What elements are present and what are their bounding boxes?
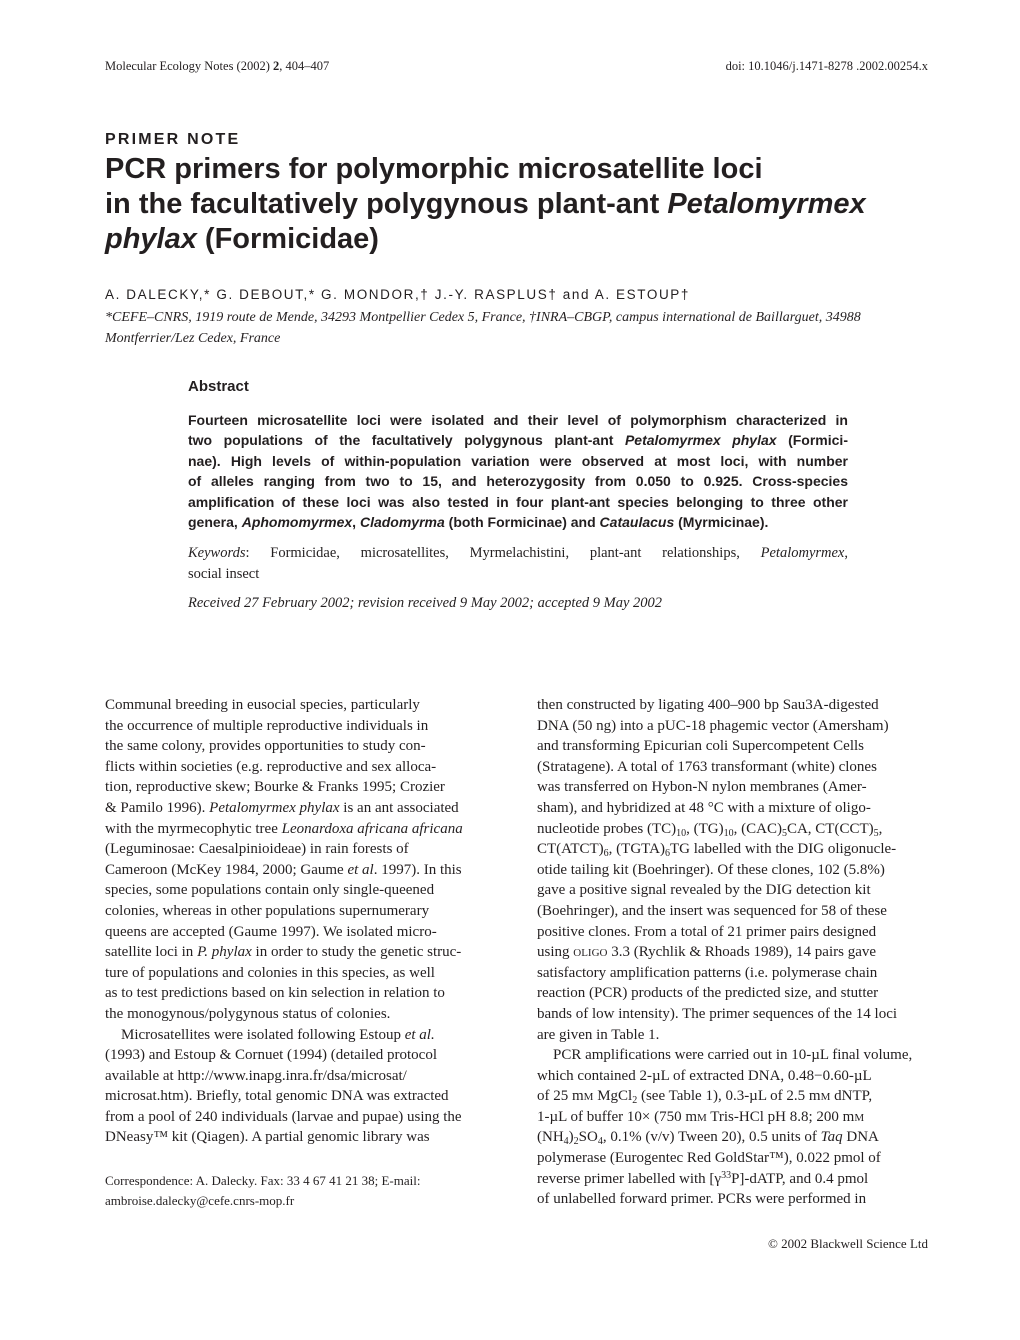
body-left-column: Communal breeding in eusocial species, particularly the occurrence of multiple reproductive individuals in the same colony, provides opportunities to study con- flicts within societies (e.g. reproductive and sex alloca- tion, reproductive skew; Bourke & Franks 1995; Crozier & Pamilo 1996). Petalomyrmex phylax is an ant associated with the myrmecophytic tree Leonardoxa africana africana (Leguminosae: Caesalpinioideae) in rain forests of Cameroon (McKey 1984, 2000; Gaume et al. 1997). In this species, some populations contain only single-queened colonies, whereas in other populations supernumerary queens are accepted (Gaume 1997). We isolated micro- satellite loci in P. phylax in order to study the genetic struc- ture of populations and colonies in this species, as well as to test predictions based on kin selection in relation to the monogynous/polygynous status of colonies. Microsatellites were isolated following Estoup et al. (1993) and Estoup & Cornuet (1994) (detailed protocol available at http://www.inapg.inra.fr/dsa/microsat/ microsat.htm). Briefly, total genomic DNA was extracted from a pool of 240 individuals (larvae and pupae) using the DNeasy™ kit (Qiagen). A partial genomic library was [105,697,463,1146]
body-right-column: then constructed by ligating 400–900 bp Sau3A-digested DNA (50 ng) into a pUC-18 phagemic vector (Amersham) and transforming Epicurian coli Supercompetent Cells (Stratagene). A total of 1763 transformant (white) clones was transferred on Hybon-N nylon membranes (Amer- sham), and hybridized at 48 °C with a mixture of oligo- nucleotide probes $(TC)_{10}$, $(TG)_{10}$, $(CAC)_5CA$, $CT(CCT)_5$, $CT(ATCT)_6$, $(TGTA)_6TG$ labelled with the DIG oligonucle- otide tailing kit (Boehringer). Of these clones, 102 (5.8%) gave a positive signal revealed by the DIG detection kit (Boehringer), and the insert was sequenced for 58 of these positive clones. From a total of 21 primer pairs designed using oligo 3.3 (Rychlik & Rhoads 1989), 14 pairs gave satisfactory amplification patterns (i.e. polymerase chain reaction (PCR) products of the predicted size, and stutter bands of low intensity). The primer sequences of the 14 loci are given in Table 1. PCR amplifications were carried out in 10-µL final volume, which contained 2-µL of extracted DNA, 0.48−0.60-µL of 25 mm MgCl$_2$ (see Table 1), 0.3-µL of 2.5 mm dNTP, 1-µL of buffer 10× (750 mm Tris-HCl pH 8.8; 200 mm $(NH_4)_2SO_4$, 0.1% (v/v) Tween 20), 0.5 units of Taq DNA polymerase (Eurogentec Red GoldStar™), 0.022 pmol of reverse primer labelled with $[\gamma^{33}P]$-dATP, and 0.4 pmol of unlabelled forward primer. PCRs were performed in [537,697,913,1208]
article-title: PCR primers for polymorphic microsatellite loci in the facultatively polygynous plant-ant Petalomyrmex phylax (Formicidae) [105,153,866,255]
volume-number: 2 [273,59,280,73]
article-type-kicker: PRIMER NOTE [105,131,241,148]
running-head-journal: Molecular Ecology Notes (2002) 2, 404–407 [105,59,330,73]
received-dates: Received 27 February 2002; revision received 9 May 2002; accepted 9 May 2002 [188,595,663,611]
running-head-doi: doi: 10.1046/j.1471-8278 .2002.00254.x [725,59,928,73]
abstract-text: Fourteen microsatellite loci were isolated and their level of polymorphism characterized in two populations of the facultatively polygynous plant-ant Petalomyrmex phylax (Formici- nae). High levels of within-population variation were observed at most loci, with number of alleles ranging from two to 15, and heterozygosity from 0.050 to 0.925. Cross-species amplification of these loci was also tested in four plant-ant species belonging to three other genera, Aphomomyrmex, Cladomyrma (both Formicinae) and Cataulacus (Myrmicinae). [188,412,848,531]
correspondence-email: ambroise.dalecky@cefe.cnrs-mop.fr [105,1193,295,1208]
abstract-heading: Abstract [188,378,249,395]
affiliations: *CEFE–CNRS, 1919 route de Mende, 34293 Montpellier Cedex 5, France, †INRA–CBGP, campus international de Baillarguet, 34988 Montferrier/Lez Cedex, France [105,310,861,346]
keywords: Keywords: Formicidae, microsatellites, Myrmelachistini, plant-ant relationships, Petalomyrmex, social insect [188,545,848,582]
correspondence-note: Correspondence: A. Dalecky. Fax: 33 4 67 41 21 38; E-mail: ambroise.dalecky@cefe.cnrs-mop.fr [105,1171,497,1211]
author-list: A. DALECKY,* G. DEBOUT,* G. MONDOR,† J.-Y. RASPLUS† and A. ESTOUP† [105,287,691,302]
copyright-footer: © 2002 Blackwell Science Ltd [767,1236,928,1251]
